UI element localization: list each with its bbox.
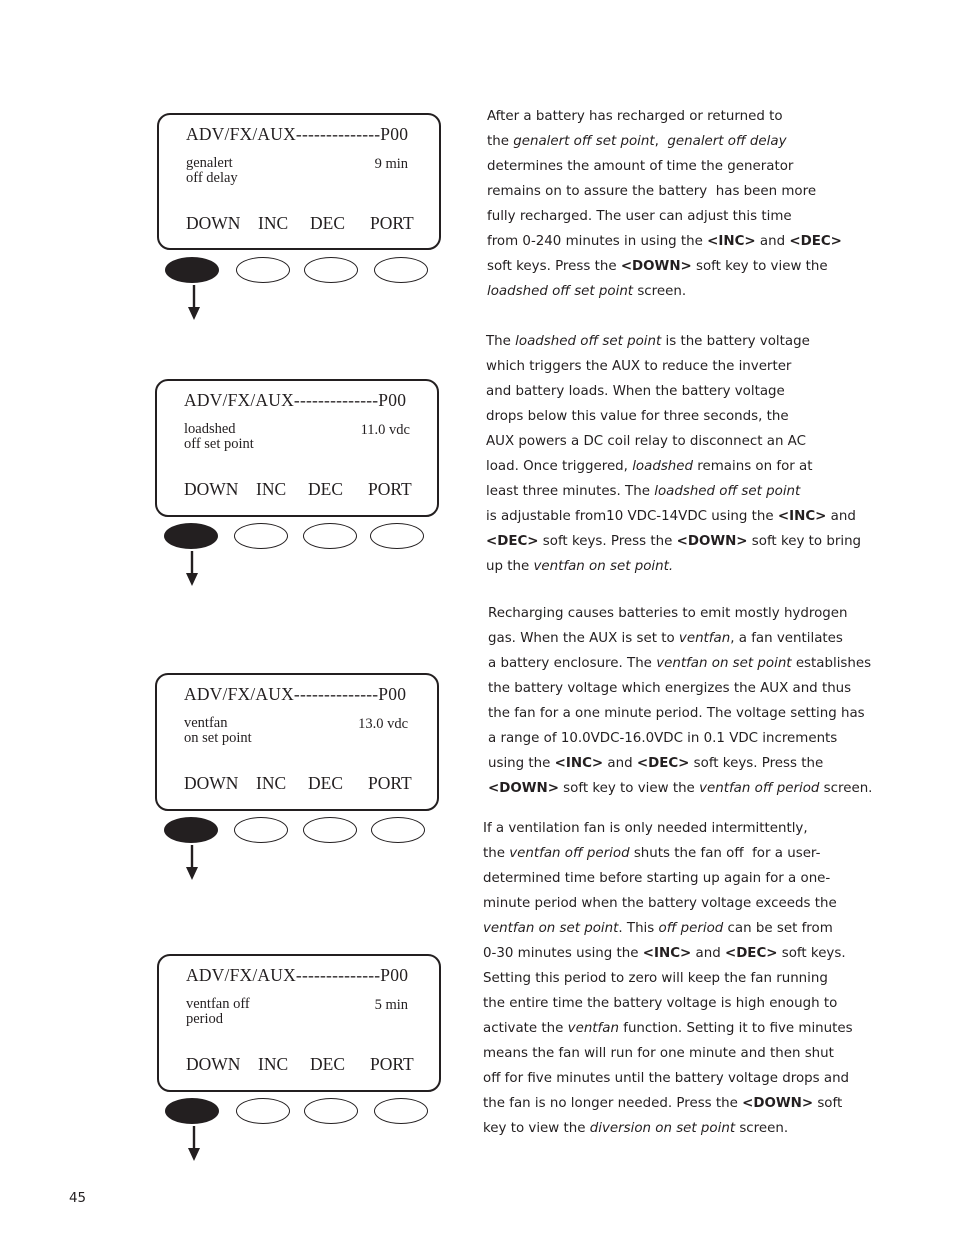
port-softkey-button[interactable] (374, 257, 428, 283)
lcd-screen-genalert-off-delay (157, 113, 441, 250)
paragraph-line: off for five minutes until the battery voltage drops and (483, 1071, 850, 1086)
paragraph-line: AUX powers a DC coil relay to disconnect an AC (486, 434, 806, 449)
key-label-inc: INC (256, 479, 287, 499)
paragraph-line: <DOWN> soft key to view the ventfan off period screen. (488, 781, 873, 796)
paragraph-line: is adjustable from10 VDC-14VDC using the <INC> and (486, 509, 856, 524)
lcd-label-line-1: loadshed (184, 421, 236, 437)
paragraph-line: load. Once triggered, loadshed remains on for at (486, 459, 813, 474)
key-label-dec: DEC (310, 213, 345, 233)
port-softkey-button[interactable] (374, 1098, 428, 1124)
key-label-inc: INC (256, 773, 287, 793)
paragraph-line: <DEC> soft keys. Press the <DOWN> soft key to bring (486, 534, 862, 549)
paragraph-ventfan-on-set-point (488, 601, 872, 801)
paragraph-line: drops below this value for three seconds, the (486, 409, 789, 424)
lcd-softkey-labels (186, 1054, 414, 1076)
paragraph-line: Recharging causes batteries to emit mostly hydrogen (488, 606, 848, 621)
lcd-setting-label (184, 716, 252, 745)
paragraph-line: from 0-240 minutes in using the <INC> and <DEC> (487, 234, 842, 249)
lcd-softkey-labels (184, 479, 412, 501)
lcd-setting-value: 11.0 vdc (360, 422, 410, 438)
lcd-label-line-2: period (186, 1010, 224, 1027)
paragraph-line: soft keys. Press the <DOWN> soft key to view the (487, 259, 828, 274)
paragraph-line: determined time before starting up again for a one- (483, 871, 831, 886)
paragraph-line: the entire time the battery voltage is high enough to (483, 996, 838, 1011)
key-label-dec: DEC (308, 773, 343, 793)
lcd-title: ADV/FX/AUX--------------P00 (184, 390, 407, 410)
dec-softkey-button[interactable] (304, 257, 358, 283)
port-softkey-button[interactable] (371, 817, 425, 843)
key-label-down: DOWN (184, 773, 239, 793)
inc-softkey-button[interactable] (236, 1098, 290, 1124)
paragraph-line: the ventfan off period shuts the fan off for a user- (483, 846, 821, 861)
lcd-screen-ventfan-on-set-point (155, 673, 439, 811)
lcd-setting-label (184, 422, 254, 451)
dec-softkey-button[interactable] (304, 1098, 358, 1124)
paragraph-line: the fan is no longer needed. Press the <DOWN> soft (483, 1096, 843, 1111)
paragraph-line: a range of 10.0VDC-16.0VDC in 0.1 VDC increments (488, 731, 838, 746)
key-label-dec: DEC (310, 1054, 345, 1074)
paragraph-line: Setting this period to zero will keep the fan running (483, 971, 828, 986)
paragraph-line: ventfan on set point. This off period can be set from (483, 921, 833, 936)
paragraph-line: determines the amount of time the generator (487, 159, 794, 174)
key-label-port: PORT (368, 773, 412, 793)
dec-softkey-button[interactable] (303, 817, 357, 843)
inc-softkey-button[interactable] (234, 817, 288, 843)
down-softkey-button[interactable] (165, 1098, 219, 1124)
lcd-title: ADV/FX/AUX--------------P00 (186, 124, 409, 144)
paragraph-line: loadshed off set point screen. (487, 284, 687, 299)
paragraph-genalert-off-delay (487, 104, 842, 304)
lcd-label-line-1: ventfan off (186, 996, 250, 1012)
lcd-label-line-2: off delay (186, 169, 238, 186)
key-label-inc: INC (258, 213, 289, 233)
key-label-down: DOWN (186, 213, 241, 233)
lcd-label-line-2: on set point (184, 729, 252, 746)
lcd-setting-value: 5 min (374, 997, 408, 1013)
paragraph-line: After a battery has recharged or returned to (487, 109, 783, 124)
paragraph-line: means the fan will run for one minute and then shut (483, 1046, 834, 1061)
paragraph-line: gas. When the AUX is set to ventfan, a fan ventilates (488, 631, 843, 646)
paragraph-line: activate the ventfan function. Setting it to five minutes (483, 1021, 853, 1036)
lcd-softkey-labels (184, 773, 412, 795)
key-label-dec: DEC (308, 479, 343, 499)
paragraph-line: fully recharged. The user can adjust this time (487, 209, 792, 224)
key-label-port: PORT (370, 213, 414, 233)
paragraph-line: which triggers the AUX to reduce the inverter (486, 359, 792, 374)
paragraph-line: The loadshed off set point is the battery voltage (486, 334, 810, 349)
paragraph-line: 0-30 minutes using the <INC> and <DEC> soft keys. (483, 946, 846, 961)
lcd-setting-label (186, 156, 238, 185)
paragraph-line: the battery voltage which energizes the AUX and thus (488, 681, 852, 696)
lcd-title: ADV/FX/AUX--------------P00 (184, 684, 407, 704)
paragraph-ventfan-off-period (483, 816, 853, 1141)
paragraph-line: the fan for a one minute period. The voltage setting has (488, 706, 865, 721)
lcd-setting-label (186, 997, 250, 1026)
page-number: 45 (69, 1191, 87, 1206)
paragraph-line: remains on to assure the battery has been more (487, 184, 817, 199)
down-softkey-button[interactable] (164, 817, 218, 843)
inc-softkey-button[interactable] (236, 257, 290, 283)
lcd-label-line-1: genalert (186, 155, 233, 171)
arrow-down-icon (185, 551, 199, 587)
lcd-title: ADV/FX/AUX--------------P00 (186, 965, 409, 985)
arrow-down-icon (185, 845, 199, 881)
paragraph-line: using the <INC> and <DEC> soft keys. Press the (488, 756, 824, 771)
paragraph-line: least three minutes. The loadshed off set point (486, 484, 801, 499)
paragraph-line: key to view the diversion on set point screen. (483, 1121, 789, 1136)
key-label-down: DOWN (186, 1054, 241, 1074)
paragraph-line: a battery enclosure. The ventfan on set point establishes (488, 656, 872, 671)
lcd-label-line-2: off set point (184, 435, 254, 452)
inc-softkey-button[interactable] (234, 523, 288, 549)
down-softkey-button[interactable] (164, 523, 218, 549)
paragraph-line: the genalert off set point, genalert off delay (487, 134, 787, 149)
lcd-screen-ventfan-off-period (157, 954, 441, 1092)
key-label-port: PORT (370, 1054, 414, 1074)
arrow-down-icon (187, 285, 201, 321)
paragraph-line: and battery loads. When the battery voltage (486, 384, 785, 399)
dec-softkey-button[interactable] (303, 523, 357, 549)
key-label-down: DOWN (184, 479, 239, 499)
paragraph-line: If a ventilation fan is only needed intermittently, (483, 821, 808, 836)
arrow-down-icon (187, 1126, 201, 1162)
key-label-port: PORT (368, 479, 412, 499)
lcd-softkey-labels (186, 213, 414, 235)
lcd-screen-loadshed-off-set-point (155, 379, 439, 517)
paragraph-line: up the ventfan on set point. (486, 559, 674, 574)
lcd-setting-value: 13.0 vdc (358, 716, 408, 732)
lcd-label-line-1: ventfan (184, 715, 228, 731)
down-softkey-button[interactable] (165, 257, 219, 283)
paragraph-line: minute period when the battery voltage exceeds the (483, 896, 837, 911)
paragraph-loadshed-off-set-point (486, 329, 861, 579)
lcd-setting-value: 9 min (374, 156, 408, 172)
port-softkey-button[interactable] (370, 523, 424, 549)
key-label-inc: INC (258, 1054, 289, 1074)
